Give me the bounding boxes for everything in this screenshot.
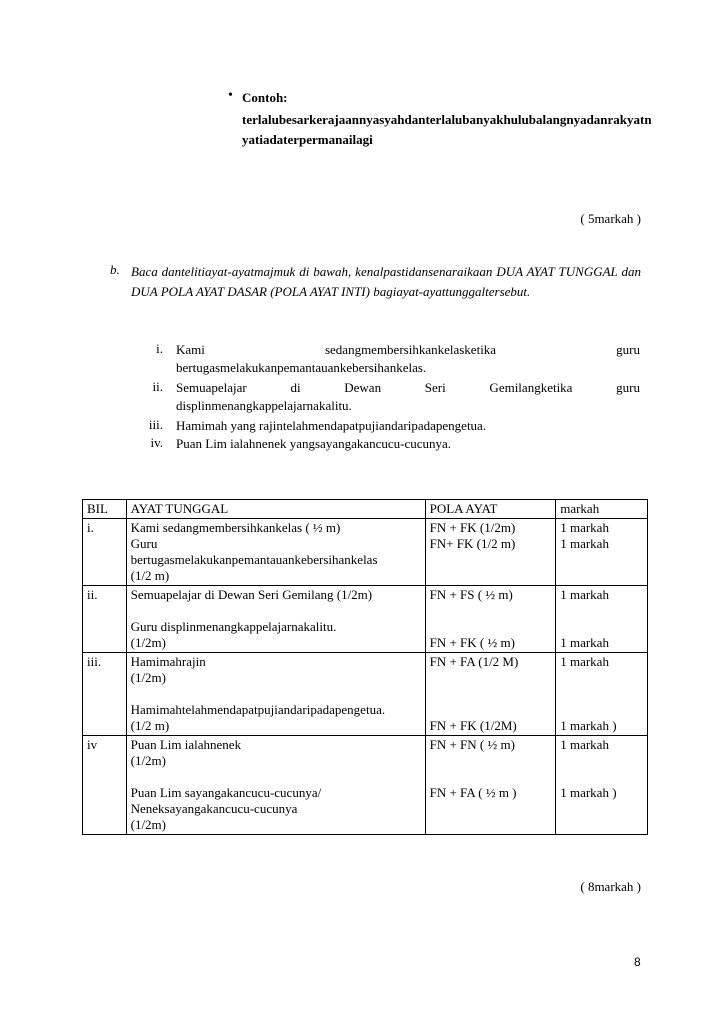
pola-line: FN + FK (1/2m) xyxy=(429,520,516,535)
answer-table xyxy=(82,499,648,835)
ayat-line: Puan Lim ialahnenek xyxy=(130,737,242,752)
sentence-line: Kami sedangmembersihkankelasketika guru xyxy=(176,342,640,357)
row-bil: iv xyxy=(83,736,127,835)
example-text: terlalubesarkerajaannyasyahdanterlalubanyakhulubalangnyadanrakyatnyatiadaterpermanailagi xyxy=(242,112,652,147)
ayat-line: (1/2m) xyxy=(130,753,166,768)
ayat-line: Kami sedangmembersihkankelas ( ½ m) xyxy=(130,520,341,535)
row-ayat xyxy=(126,519,425,586)
row-ayat xyxy=(126,586,425,653)
pola-line: FN + FK (1/2M) xyxy=(429,718,517,733)
table-row xyxy=(83,586,648,653)
sentence-number: i. xyxy=(156,341,163,356)
ayat-line: (1/2 m) xyxy=(130,568,170,583)
ayat-line: (1/2m) xyxy=(130,670,166,685)
sentence-line: Semuapelajar di Dewan Seri Gemilangketika guru xyxy=(176,380,640,395)
markah-line: 1 markah xyxy=(560,737,609,752)
pola-line: FN+ FK (1/2 m) xyxy=(429,536,516,551)
header-pola-ayat: POLA AYAT xyxy=(425,500,556,519)
sentence-number: iv. xyxy=(150,435,163,450)
sentence-line: bertugasmelakukanpemantauankebersihankelas. xyxy=(176,360,427,375)
ayat-line: (1/2m) xyxy=(130,635,166,650)
ayat-line: Guru displinmenangkappelajarnakalitu. xyxy=(130,619,337,634)
row-markah xyxy=(556,519,648,586)
ayat-line: (1/2m) xyxy=(130,817,166,832)
row-pola xyxy=(425,519,556,586)
bullet-icon: • xyxy=(228,88,233,103)
row-bil: i. xyxy=(83,519,127,586)
markah-line: 1 markah xyxy=(560,654,609,669)
marks-bottom: ( 8markah ) xyxy=(580,879,641,894)
sentence-line: Puan Lim ialahnenek yangsayangakancucu-cucunya. xyxy=(176,436,452,451)
markah-line: 1 markah ) xyxy=(560,785,617,800)
markah-line: 1 markah xyxy=(560,520,609,535)
pola-line: FN + FA ( ½ m ) xyxy=(429,785,517,800)
markah-line: 1 markah xyxy=(560,587,609,602)
ayat-line: Puan Lim sayangakancucu-cucunya/ xyxy=(130,785,322,800)
question-text: Baca dantelitiayat-ayatmajmuk di bawah, kenalpastidansenaraikaan DUA AYAT TUNGGAL dan DUA POLA AYAT DASAR (POLA AYAT INTI) bagiayat-ayattunggaltersebut. xyxy=(131,264,641,299)
ayat-line: Semuapelajar di Dewan Seri Gemilang (1/2m) xyxy=(130,587,373,602)
question-letter: b. xyxy=(110,262,120,277)
sentence-number: iii. xyxy=(148,417,163,432)
ayat-line: Hamimahtelahmendapatpujiandaripadapengetua. xyxy=(130,702,386,717)
ayat-line: (1/2 m) xyxy=(130,718,170,733)
markah-line: 1 markah ) xyxy=(560,718,617,733)
row-pola xyxy=(425,736,556,835)
ayat-line: Guru xyxy=(130,536,158,551)
sentence-line: displinmenangkappelajarnakalitu. xyxy=(176,398,352,413)
row-markah xyxy=(556,736,648,835)
table-row xyxy=(83,519,648,586)
row-ayat xyxy=(126,736,425,835)
row-bil: ii. xyxy=(83,586,127,653)
row-ayat xyxy=(126,653,425,736)
pola-line: FN + FN ( ½ m) xyxy=(429,737,515,752)
table-row xyxy=(83,653,648,736)
sentence-number: ii. xyxy=(152,379,163,394)
row-bil: iii. xyxy=(83,653,127,736)
header-bil: BIL xyxy=(83,500,127,519)
pola-line: FN + FS ( ½ m) xyxy=(429,587,513,602)
sentence-line: Hamimah yang rajintelahmendapatpujiandaripadapengetua. xyxy=(176,418,487,433)
ayat-line: bertugasmelakukanpemantauankebersihankelas xyxy=(130,552,378,567)
page-number: 8 xyxy=(634,955,641,969)
row-pola xyxy=(425,653,556,736)
marks-top: ( 5markah ) xyxy=(580,211,641,226)
ayat-line: Hamimahrajin xyxy=(130,654,206,669)
pola-line: FN + FK ( ½ m) xyxy=(429,635,515,650)
pola-line: FN + FA (1/2 M) xyxy=(429,654,519,669)
example-label: Contoh: xyxy=(242,90,288,105)
row-markah xyxy=(556,586,648,653)
markah-line: 1 markah xyxy=(560,635,609,650)
row-markah xyxy=(556,653,648,736)
header-ayat-tunggal: AYAT TUNGGAL xyxy=(126,500,425,519)
markah-line: 1 markah xyxy=(560,536,609,551)
ayat-line: Neneksayangakancucu-cucunya xyxy=(130,801,298,816)
row-pola xyxy=(425,586,556,653)
table-row xyxy=(83,736,648,835)
header-markah: markah xyxy=(556,500,648,519)
table-header-row xyxy=(83,500,648,519)
